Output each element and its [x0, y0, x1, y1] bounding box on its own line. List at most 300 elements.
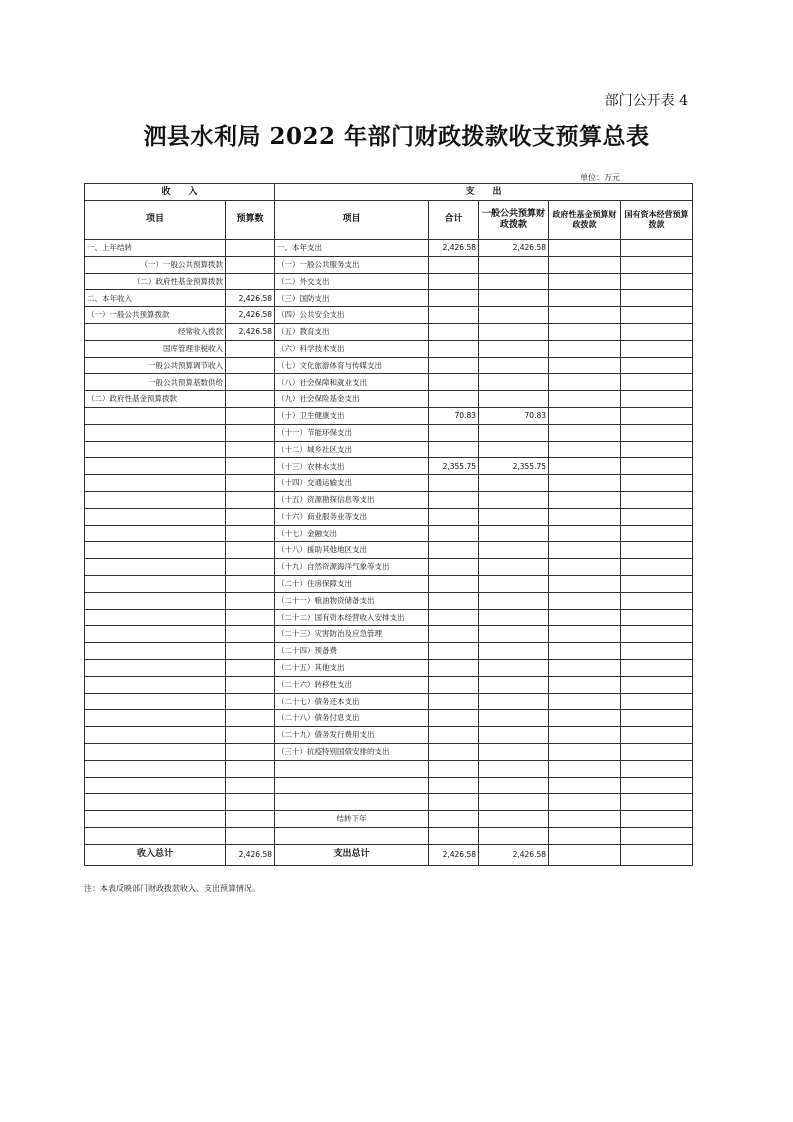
income-value-cell [226, 240, 275, 257]
state-capital-cell [621, 424, 693, 441]
income-item-cell [85, 424, 226, 441]
table-row [85, 357, 693, 374]
expense-item-cell [275, 777, 429, 794]
general-budget-cell [479, 340, 549, 357]
table-row [85, 240, 693, 257]
income-value-cell [226, 693, 275, 710]
expense-total-cell [429, 542, 479, 559]
state-capital-cell [621, 743, 693, 760]
state-capital-cell [621, 659, 693, 676]
income-item-cell [85, 710, 226, 727]
general-budget-cell [479, 374, 549, 391]
general-budget-cell [479, 676, 549, 693]
state-capital-cell [621, 323, 693, 340]
general-budget-cell [479, 424, 549, 441]
fund-budget-cell [549, 693, 621, 710]
fund-budget-cell [549, 676, 621, 693]
expense-item-cell: （二十七）债务还本支出 [275, 693, 429, 710]
expense-total-cell [429, 491, 479, 508]
income-item-cell [85, 811, 226, 828]
table-row [85, 559, 693, 576]
table-row [85, 475, 693, 492]
income-value-cell [226, 542, 275, 559]
expense-total-cell [429, 273, 479, 290]
table-row [85, 693, 693, 710]
table-row [85, 374, 693, 391]
general-budget-cell [479, 575, 549, 592]
table-row [85, 811, 693, 828]
income-value-cell [226, 827, 275, 844]
general-budget-cell [479, 559, 549, 576]
expense-total-cell [429, 592, 479, 609]
income-item-cell [85, 643, 226, 660]
table-row [85, 643, 693, 660]
fund-budget-cell [549, 491, 621, 508]
income-value-cell: 2,426.58 [226, 323, 275, 340]
general-budget-cell [479, 508, 549, 525]
general-budget-cell [479, 727, 549, 744]
table-row [85, 307, 693, 324]
expense-item-cell: （二十九）债务发行费用支出 [275, 727, 429, 744]
state-capital-cell [621, 827, 693, 844]
income-value-cell [226, 794, 275, 811]
income-item-cell: （二）政府性基金预算拨款 [85, 273, 226, 290]
state-capital-cell [621, 441, 693, 458]
expense-total-cell [429, 441, 479, 458]
page-label: 部门公开表 4 [604, 93, 688, 109]
income-item-cell: 一般公共预算调节收入 [85, 357, 226, 374]
state-total-value [621, 844, 693, 865]
table-row [85, 542, 693, 559]
general-budget-cell [479, 659, 549, 676]
expense-item-cell: （二十一）粮油物资储备支出 [275, 592, 429, 609]
income-value-cell [226, 626, 275, 643]
fund-budget-cell [549, 794, 621, 811]
expense-item-cell: （八）社会保障和就业支出 [275, 374, 429, 391]
state-capital-cell [621, 340, 693, 357]
expense-item-cell: （十八）援助其他地区支出 [275, 542, 429, 559]
table-row [85, 441, 693, 458]
page-title: 泗县水利局 2022 年部门财政拨款收支预算总表 [143, 123, 650, 150]
budget-table [84, 183, 693, 866]
state-capital-cell [621, 794, 693, 811]
table-row [85, 323, 693, 340]
general-budget-cell [479, 542, 549, 559]
table-row [85, 592, 693, 609]
table-row [85, 407, 693, 424]
general-budget-cell [479, 592, 549, 609]
state-capital-cell [621, 256, 693, 273]
expense-total-cell [429, 508, 479, 525]
income-value-cell [226, 710, 275, 727]
header-row-1 [85, 184, 693, 201]
expense-item-cell: （十）卫生健康支出 [275, 407, 429, 424]
income-value-cell [226, 256, 275, 273]
table-row [85, 458, 693, 475]
expense-item-cell: （五）教育支出 [275, 323, 429, 340]
income-item-cell: （一）一般公共预算拨款 [85, 307, 226, 324]
expense-total-cell [429, 525, 479, 542]
expense-total-cell [429, 626, 479, 643]
fund-budget-cell [549, 743, 621, 760]
table-row [85, 777, 693, 794]
state-capital-cell [621, 542, 693, 559]
state-capital-cell [621, 407, 693, 424]
income-value-cell [226, 659, 275, 676]
expense-item-cell: （六）科学技术支出 [275, 340, 429, 357]
expense-item-cell: （十六）商业服务业等支出 [275, 508, 429, 525]
state-capital-cell [621, 710, 693, 727]
expense-item-cell: （九）社会保险基金支出 [275, 391, 429, 408]
expense-item-cell: （三）国防支出 [275, 290, 429, 307]
state-capital-cell [621, 609, 693, 626]
income-item-cell [85, 491, 226, 508]
fund-budget-cell [549, 710, 621, 727]
table-row [85, 340, 693, 357]
expense-item-cell: （十九）自然资源海洋气象等支出 [275, 559, 429, 576]
expense-total-label: 支出总计 [275, 844, 429, 865]
fund-budget-cell [549, 643, 621, 660]
income-item-cell [85, 407, 226, 424]
table-row [85, 508, 693, 525]
expense-item-cell [275, 794, 429, 811]
income-value-cell [226, 475, 275, 492]
fund-budget-cell [549, 458, 621, 475]
income-value-cell [226, 273, 275, 290]
table-row [85, 659, 693, 676]
totals-row [85, 844, 693, 865]
table-row [85, 424, 693, 441]
state-capital-cell [621, 676, 693, 693]
fund-budget-cell [549, 307, 621, 324]
fund-budget-cell [549, 659, 621, 676]
income-value-cell [226, 391, 275, 408]
fund-budget-cell [549, 256, 621, 273]
col-expense-item: 项目 [275, 201, 429, 240]
expense-item-cell [275, 827, 429, 844]
income-total-value: 2,426.58 [226, 844, 275, 865]
expense-item-cell: （三十）抗疫特别国债安排的支出 [275, 743, 429, 760]
income-value-cell: 2,426.58 [226, 290, 275, 307]
expense-total-cell [429, 643, 479, 660]
expense-item-cell: （四）公共安全支出 [275, 307, 429, 324]
footnote: 注：本表反映部门财政拨款收入、支出预算情况。 [84, 884, 260, 893]
income-value-cell [226, 727, 275, 744]
table-row [85, 525, 693, 542]
fund-budget-cell [549, 424, 621, 441]
income-value-cell [226, 609, 275, 626]
state-capital-cell [621, 374, 693, 391]
expense-item-cell: （十一）节能环保支出 [275, 424, 429, 441]
table-row [85, 676, 693, 693]
expense-total-cell: 70.83 [429, 407, 479, 424]
expense-total-cell: 2,355.75 [429, 458, 479, 475]
income-value-cell [226, 491, 275, 508]
expense-item-cell: （二十二）国有资本经营收入安排支出 [275, 609, 429, 626]
general-budget-cell [479, 827, 549, 844]
income-item-cell [85, 525, 226, 542]
state-capital-cell [621, 760, 693, 777]
general-budget-cell [479, 491, 549, 508]
state-capital-cell [621, 491, 693, 508]
fund-budget-cell [549, 475, 621, 492]
income-item-cell: 国库管理非税收入 [85, 340, 226, 357]
general-budget-cell [479, 811, 549, 828]
fund-budget-cell [549, 407, 621, 424]
expense-total-cell [429, 575, 479, 592]
income-item-cell [85, 693, 226, 710]
expense-item-cell: （二十六）转移性支出 [275, 676, 429, 693]
income-item-cell: 一般公共预算基数供给 [85, 374, 226, 391]
income-value-cell [226, 525, 275, 542]
expense-total-cell [429, 743, 479, 760]
expense-total-cell [429, 811, 479, 828]
general-budget-cell [479, 743, 549, 760]
income-value-cell [226, 760, 275, 777]
general-budget-cell [479, 290, 549, 307]
table-body [85, 184, 693, 866]
income-value-cell [226, 374, 275, 391]
state-capital-cell [621, 559, 693, 576]
fund-budget-cell [549, 357, 621, 374]
income-item-cell [85, 659, 226, 676]
expense-total-cell [429, 794, 479, 811]
fund-budget-cell [549, 391, 621, 408]
expense-item-cell: （一）一般公共服务支出 [275, 256, 429, 273]
income-item-cell [85, 676, 226, 693]
income-item-cell: （一）一般公共预算拨款 [85, 256, 226, 273]
fund-budget-cell [549, 374, 621, 391]
income-item-cell: （二）政府性基金预算拨款 [85, 391, 226, 408]
table-row [85, 760, 693, 777]
expense-item-cell: （二十三）灾害防治及应急管理 [275, 626, 429, 643]
fund-budget-cell [549, 609, 621, 626]
income-item-cell [85, 743, 226, 760]
income-value-cell [226, 676, 275, 693]
table-row [85, 575, 693, 592]
income-item-cell [85, 441, 226, 458]
income-item-cell [85, 777, 226, 794]
fund-budget-cell [549, 811, 621, 828]
table-row [85, 609, 693, 626]
fund-budget-cell [549, 323, 621, 340]
income-value-cell [226, 407, 275, 424]
expense-total-cell [429, 256, 479, 273]
income-value-cell [226, 458, 275, 475]
expense-total-cell: 2,426.58 [429, 240, 479, 257]
income-item-cell [85, 592, 226, 609]
state-capital-cell [621, 525, 693, 542]
table-row [85, 391, 693, 408]
income-item-cell [85, 626, 226, 643]
table-row [85, 710, 693, 727]
fund-budget-cell [549, 240, 621, 257]
expense-item-cell: （二十）住房保障支出 [275, 575, 429, 592]
state-capital-cell [621, 811, 693, 828]
general-budget-cell [479, 525, 549, 542]
fund-budget-cell [549, 508, 621, 525]
state-capital-cell [621, 307, 693, 324]
general-budget-cell [479, 794, 549, 811]
state-capital-cell [621, 693, 693, 710]
income-value-cell [226, 592, 275, 609]
state-capital-cell [621, 777, 693, 794]
income-item-cell: 经常收入拨款 [85, 323, 226, 340]
general-budget-cell [479, 323, 549, 340]
general-budget-cell [479, 626, 549, 643]
general-budget-cell [479, 441, 549, 458]
income-item-cell [85, 508, 226, 525]
state-capital-cell [621, 391, 693, 408]
table-row [85, 827, 693, 844]
fund-budget-cell [549, 727, 621, 744]
fund-budget-cell [549, 441, 621, 458]
state-capital-cell [621, 240, 693, 257]
income-item-cell [85, 827, 226, 844]
income-value-cell [226, 777, 275, 794]
general-budget-cell: 2,426.58 [479, 240, 549, 257]
income-header: 收 入 [85, 184, 275, 201]
expense-total-cell [429, 777, 479, 794]
expense-item-cell: 结转下年 [275, 811, 429, 828]
expense-item-cell: （十五）资源勘探信息等支出 [275, 491, 429, 508]
fund-total-value [549, 844, 621, 865]
table-row [85, 491, 693, 508]
income-item-cell [85, 727, 226, 744]
expense-total-value: 2,426.58 [429, 844, 479, 865]
fund-budget-cell [549, 273, 621, 290]
fund-budget-cell [549, 340, 621, 357]
col-fund-budget: 政府性基金预算财政拨款 [549, 201, 621, 240]
income-value-cell [226, 559, 275, 576]
general-budget-cell [479, 307, 549, 324]
income-value-cell [226, 643, 275, 660]
income-item-cell [85, 794, 226, 811]
unit-label: 单位：万元 [580, 173, 620, 182]
col-state-capital: 国有资本经营预算拨款 [621, 201, 693, 240]
col-expense-total: 合计 [429, 201, 479, 240]
col-income-budget: 预算数 [226, 201, 275, 240]
income-total-label: 收入总计 [85, 844, 226, 865]
expense-total-cell [429, 609, 479, 626]
fund-budget-cell [549, 542, 621, 559]
income-item-cell [85, 609, 226, 626]
state-capital-cell [621, 727, 693, 744]
fund-budget-cell [549, 760, 621, 777]
table-row [85, 743, 693, 760]
table-row [85, 727, 693, 744]
general-budget-cell [479, 609, 549, 626]
table-row [85, 290, 693, 307]
state-capital-cell [621, 575, 693, 592]
general-budget-cell: 70.83 [479, 407, 549, 424]
state-capital-cell [621, 475, 693, 492]
income-item-cell: 一、上年结转 [85, 240, 226, 257]
expense-item-cell: （十七）金融支出 [275, 525, 429, 542]
expense-item-cell: （二）外交支出 [275, 273, 429, 290]
col-income-item: 项目 [85, 201, 226, 240]
expense-total-cell [429, 424, 479, 441]
general-budget-cell [479, 760, 549, 777]
state-capital-cell [621, 592, 693, 609]
general-budget-cell [479, 256, 549, 273]
general-budget-cell [479, 693, 549, 710]
general-budget-cell [479, 475, 549, 492]
income-value-cell: 2,426.58 [226, 307, 275, 324]
state-capital-cell [621, 273, 693, 290]
income-value-cell [226, 811, 275, 828]
income-item-cell [85, 760, 226, 777]
state-capital-cell [621, 643, 693, 660]
fund-budget-cell [549, 827, 621, 844]
expense-total-cell [429, 357, 479, 374]
expense-total-cell [429, 307, 479, 324]
expense-item-cell: （七）文化旅游体育与传媒支出 [275, 357, 429, 374]
header-row-2 [85, 201, 693, 240]
fund-budget-cell [549, 592, 621, 609]
expense-total-cell [429, 760, 479, 777]
expense-total-cell [429, 727, 479, 744]
table-row [85, 256, 693, 273]
general-budget-cell [479, 273, 549, 290]
income-item-cell [85, 575, 226, 592]
state-capital-cell [621, 626, 693, 643]
expense-item-cell: （二十八）债务付息支出 [275, 710, 429, 727]
expense-item-cell: （十三）农林水支出 [275, 458, 429, 475]
expense-total-cell [429, 710, 479, 727]
income-value-cell [226, 340, 275, 357]
income-item-cell [85, 542, 226, 559]
fund-budget-cell [549, 626, 621, 643]
general-budget-cell [479, 357, 549, 374]
expense-item-cell: 一、本年支出 [275, 240, 429, 257]
expense-item-cell [275, 760, 429, 777]
income-value-cell [226, 441, 275, 458]
expense-total-cell [429, 676, 479, 693]
expense-total-cell [429, 323, 479, 340]
table-row [85, 626, 693, 643]
income-value-cell [226, 508, 275, 525]
fund-budget-cell [549, 575, 621, 592]
general-budget-cell [479, 777, 549, 794]
state-capital-cell [621, 508, 693, 525]
state-capital-cell [621, 458, 693, 475]
fund-budget-cell [549, 777, 621, 794]
income-value-cell [226, 743, 275, 760]
income-value-cell [226, 575, 275, 592]
expense-total-cell [429, 693, 479, 710]
expense-total-cell [429, 827, 479, 844]
expense-total-cell [429, 391, 479, 408]
expense-total-cell [429, 340, 479, 357]
fund-budget-cell [549, 559, 621, 576]
income-value-cell [226, 357, 275, 374]
income-item-cell: 二、本年收入 [85, 290, 226, 307]
expense-item-cell: （二十四）预备费 [275, 643, 429, 660]
expense-total-cell [429, 290, 479, 307]
expense-total-cell [429, 475, 479, 492]
expense-total-cell [429, 374, 479, 391]
expense-item-cell: （十二）城乡社区支出 [275, 441, 429, 458]
fund-budget-cell [549, 525, 621, 542]
general-total-value: 2,426.58 [479, 844, 549, 865]
state-capital-cell [621, 290, 693, 307]
table-row [85, 273, 693, 290]
table-row [85, 794, 693, 811]
general-budget-cell [479, 643, 549, 660]
income-item-cell [85, 559, 226, 576]
income-value-cell [226, 424, 275, 441]
